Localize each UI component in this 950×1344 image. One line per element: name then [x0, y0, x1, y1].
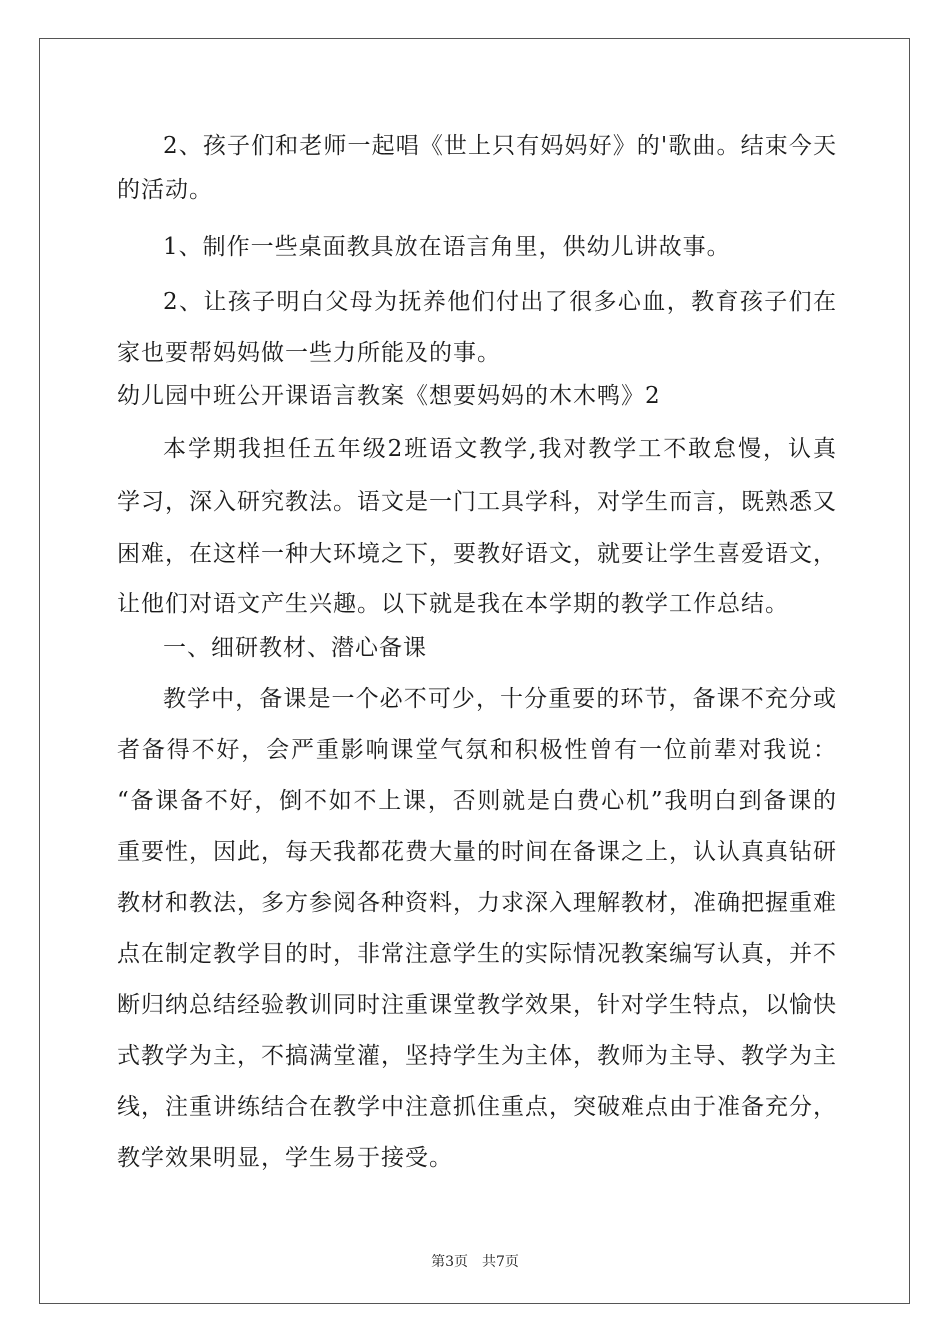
paragraph-line: 本学期我担任五年级2班语文教学,我对教学工不敢怠慢，认真: [163, 436, 837, 462]
paragraph-line: 让他们对语文产生兴趣。以下就是我在本学期的教学工作总结。: [117, 591, 789, 617]
paragraph-line: 学习，深入研究教法。语文是一门工具学科，对学生而言，既熟悉又: [117, 489, 837, 515]
paragraph-line: 教材和教法，多方参阅各种资料，力求深入理解教材，准确把握重难: [117, 890, 837, 916]
paragraph-line: 家也要帮妈妈做一些力所能及的事。: [117, 340, 501, 366]
paragraph-line: 断归纳总结经验教训同时注重课堂教学效果，针对学生特点，以愉快: [117, 992, 837, 1018]
paragraph-line: 2、孩子们和老师一起唱《世上只有妈妈好》的'歌曲。结束今天: [163, 133, 837, 159]
paragraph-line: “备课备不好，倒不如不上课，否则就是白费心机”我明白到备课的: [117, 788, 837, 814]
paragraph-line: 者备得不好，会严重影响课堂气氛和积极性曾有一位前辈对我说：: [117, 737, 837, 763]
paragraph-line: 困难，在这样一种大环境之下，要教好语文，就要让学生喜爱语文，: [117, 541, 837, 567]
page-number: 第3页 共7页: [431, 1254, 519, 1270]
paragraph-line: 的活动。: [117, 177, 213, 203]
paragraph-line: 2、让孩子明白父母为抚养他们付出了很多心血，教育孩子们在: [163, 289, 837, 315]
paragraph-line: 1、制作一些桌面教具放在语言角里，供幼儿讲故事。: [163, 234, 731, 260]
paragraph-line: 重要性，因此，每天我都花费大量的时间在备课之上，认认真真钻研: [117, 839, 837, 865]
paragraph-line: 教学效果明显，学生易于接受。: [117, 1145, 453, 1171]
paragraph-line: 线，注重讲练结合在教学中注意抓住重点，突破难点由于准备充分，: [117, 1094, 837, 1120]
section-heading: 幼儿园中班公开课语言教案《想要妈妈的木木鸭》2: [117, 383, 661, 409]
section-heading: 一、细研教材、潜心备课: [163, 635, 427, 661]
paragraph-line: 教学中，备课是一个必不可少，十分重要的环节，备课不充分或: [163, 686, 837, 712]
paragraph-line: 点在制定教学目的时，非常注意学生的实际情况教案编写认真，并不: [117, 941, 837, 967]
paragraph-line: 式教学为主，不搞满堂灌，坚持学生为主体，教师为主导、教学为主: [117, 1043, 837, 1069]
